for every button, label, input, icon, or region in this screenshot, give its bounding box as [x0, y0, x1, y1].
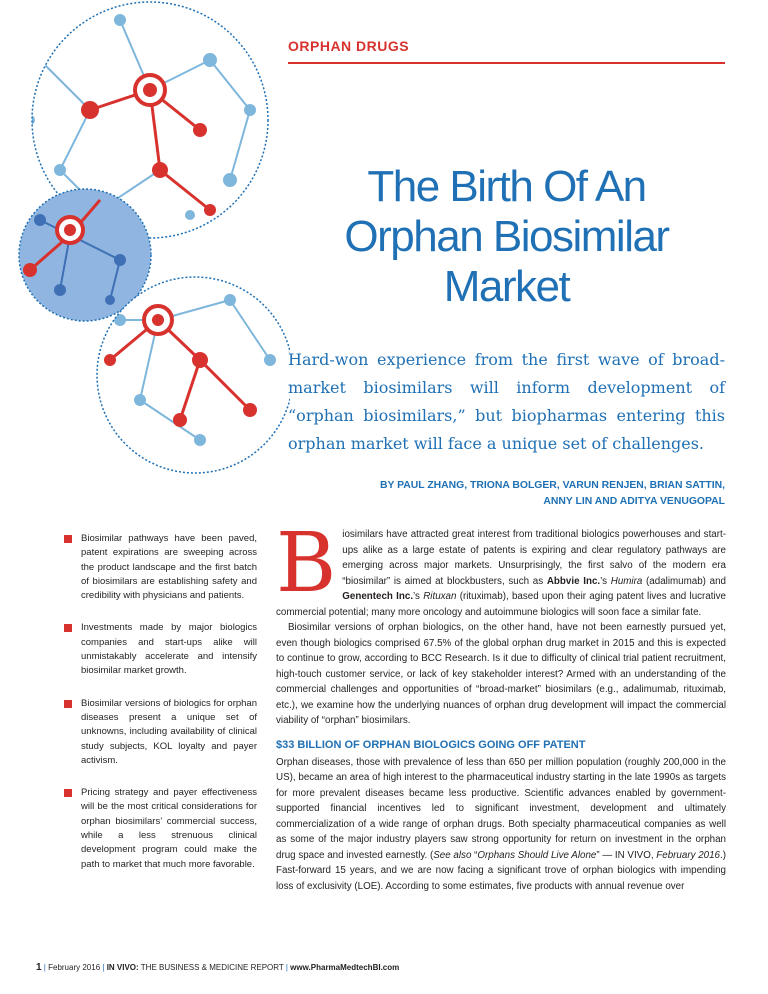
paragraph-2: Biosimilar versions of orphan biologics, on the other hand, have not been earnestly pursued yet, even though biologics comprised 67.5% of the global orphan drug market in 2015 and this is expected to continue to grow, according to BCC Research. Is it due to difficulty of clinical trial patient recruitment, high-touch customer service, or lack of key stakeholder interest? Armed with an understanding of the commercial challenges and opportunities of “broad-market” biosimilars (e.g., adalimumab, rituximab, etc.), we examine how the underlying nuances of orphan drug development will impact the commercial viability of “orphan” biosimilars.	[276, 622, 726, 726]
paragraph-1	[276, 516, 726, 620]
section-label: ORPHAN DRUGS	[288, 38, 410, 54]
drug-name: Humira	[610, 575, 643, 587]
text-run: (rituximab), based upon their aging patent lives and lucrative commercial potential; many more oncology and autoimmune biologics will soon face a similar fate.	[276, 591, 726, 618]
key-point	[64, 621, 257, 678]
page-number: 1	[36, 962, 42, 973]
text-run: ” — IN VIVO,	[596, 849, 657, 861]
footer-separator: |	[102, 963, 105, 972]
reference-date: February 2016	[656, 849, 721, 861]
title-line: Market	[443, 262, 570, 311]
byline	[288, 478, 725, 510]
article-deck: Hard-won experience from the first wave of broad-market biosimilars will inform development of “orphan biosimilars,” but biopharmas entering this orphan market will face a unique set of challenges.	[288, 350, 725, 453]
key-point	[64, 697, 257, 768]
text-run: ’s	[413, 591, 424, 602]
subheading: $33 BILLION OF ORPHAN BIOLOGICS GOING OFF PATENT	[276, 738, 586, 751]
key-points-list	[64, 532, 257, 890]
company-name: Genentech Inc.	[342, 591, 414, 602]
text-run: ’s	[600, 575, 611, 587]
page-footer	[36, 962, 399, 973]
publication-name: IN VIVO:	[106, 963, 139, 972]
footer-separator: |	[43, 963, 46, 972]
issue-date: February 2016	[48, 963, 101, 972]
molecule-network-illustration	[0, 0, 290, 500]
reference-title: Orphans Should Live Alone	[477, 849, 597, 861]
key-point-text: Biosimilar versions of biologics for orphan diseases present a unique set of unknowns, including availability of clinical study subjects, KOL loyalty and payer activism.	[81, 697, 257, 766]
footer-separator: |	[285, 963, 288, 972]
key-point-text: Pricing strategy and payer effectiveness will be the most critical considerations for orphan biosimilars’ commercial success, while a less strenuous clinical development program could make the path to market that much more favorable.	[81, 787, 257, 870]
text-run: Orphan diseases, those with prevalence of less than 650 per million population (roughly 200,000 in the US), became an area of high interest to the pharmaceutical industry starting in the late 1990s as targets for more prevalent diseases became less productive. Scientific advances enabled by government-supported financial incentives led to significant investment, development and ultimately commercialization of a wide range of orphan drugs. Both specialty pharmaceutical companies as well as some of the major industry players saw strong opportunity for return on investment in the orphan drug space and invested earnestly. (	[276, 756, 726, 861]
byline-line: BY PAUL ZHANG, TRIONA BOLGER, VARUN RENJEN, BRIAN SATTIN,	[379, 480, 725, 491]
molecule-circle-small	[97, 277, 290, 473]
text-run: .) Fast-forward 15 years, and we are now facing a significant trove of orphan biologics with impending loss of exclusivity (LOE). According to some estimates, five products with annual revenue over	[276, 849, 726, 892]
key-point	[64, 786, 257, 872]
title-line: Orphan Biosimilar	[344, 212, 669, 261]
text-run: iosimilars have attracted great interest from traditional biologics powerhouses and start-ups alike as a large estate of patents is expiring and clear regulatory pathways are emerging across major markets. Unsurprisingly, the first salvo of the modern era “biosimilar” is aimed at blockbusters, such as	[342, 529, 726, 587]
bullet-square-icon	[64, 535, 72, 543]
text-run: (adalimumab) and	[642, 575, 726, 587]
key-point-text: Biosimilar pathways have been paved, patent expirations are sweeping across the product landscape and the first batch of biosimilars are establishing safety and credibility with physicians and patients.	[81, 533, 257, 602]
title-line: The Birth Of An	[367, 162, 646, 211]
bullet-square-icon	[64, 789, 72, 797]
byline-line: ANNY LIN AND ADITYA VENUGOPAL	[543, 496, 725, 507]
article-title	[288, 162, 725, 312]
section-rule	[288, 62, 725, 64]
company-name: Abbvie Inc.	[546, 575, 601, 587]
bullet-square-icon	[64, 700, 72, 708]
website-link[interactable]: www.PharmaMedtechBI.com	[290, 963, 400, 972]
drop-cap: B	[276, 516, 337, 611]
paragraph-3	[276, 755, 726, 895]
bullet-square-icon	[64, 624, 72, 632]
article-body	[276, 516, 726, 894]
publication-subtitle: THE BUSINESS & MEDICINE REPORT	[140, 963, 284, 972]
text-run: “	[471, 849, 478, 861]
key-point-text: Investments made by major biologics companies and start-ups alike will unmistakably accelerate and intensify biosimilar market growth.	[81, 622, 257, 677]
drug-name: Rituxan	[423, 591, 457, 602]
key-point	[64, 532, 257, 603]
text-run: See also	[433, 849, 472, 861]
